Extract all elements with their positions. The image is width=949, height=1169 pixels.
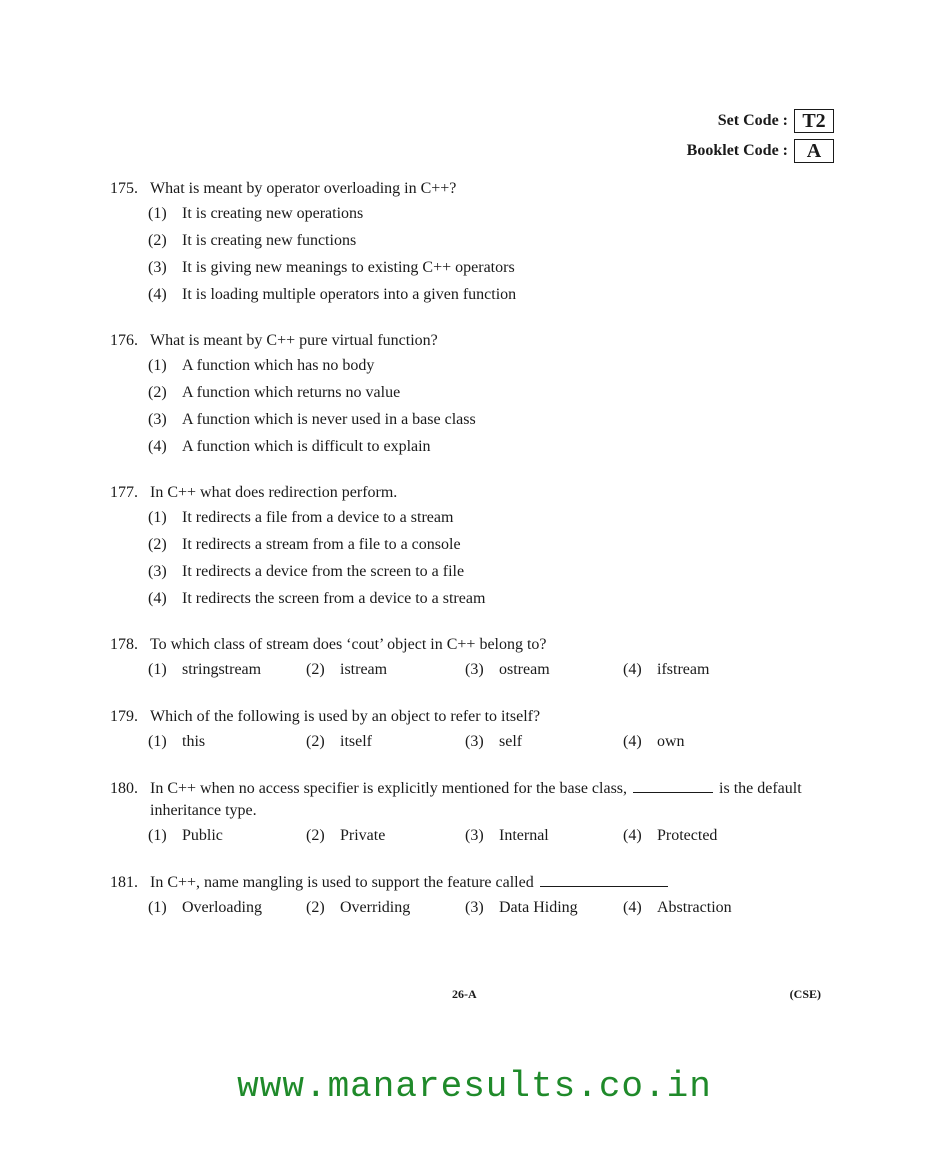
option	[110, 200, 840, 227]
question-175	[110, 178, 840, 308]
question-178	[110, 634, 840, 684]
option-text: Abstraction	[657, 899, 732, 916]
option-number: (4)	[623, 661, 642, 678]
option-number: (3)	[465, 827, 484, 844]
option-number: (2)	[306, 661, 325, 678]
department-label: (CSE)	[789, 987, 821, 1001]
question-number: 176.	[110, 332, 138, 349]
option	[148, 894, 306, 922]
option-number: (1)	[148, 827, 167, 844]
option	[465, 894, 623, 922]
question-number: 178.	[110, 636, 138, 653]
question-number: 180.	[110, 780, 138, 797]
option	[306, 728, 465, 756]
option-number: (2)	[306, 733, 325, 750]
option-number: (1)	[148, 661, 167, 678]
set-code-box: T2	[794, 109, 834, 133]
option	[148, 822, 306, 850]
option	[110, 504, 840, 531]
option-text: Protected	[657, 827, 718, 844]
option-number: (3)	[148, 563, 167, 580]
option	[110, 254, 840, 281]
option-text: Overloading	[182, 899, 262, 916]
question-text: What is meant by C++ pure virtual function?	[150, 332, 438, 349]
question-number: 177.	[110, 484, 138, 501]
option-number: (3)	[465, 661, 484, 678]
option-text: It is creating new functions	[182, 232, 357, 249]
option-text: A function which returns no value	[182, 384, 401, 401]
code-block	[687, 106, 834, 166]
set-code-label: Set Code :	[717, 112, 788, 129]
option-number: (4)	[148, 590, 167, 607]
question-text: What is meant by operator overloading in C++?	[150, 180, 457, 197]
option-number: (2)	[148, 536, 167, 553]
option	[465, 822, 623, 850]
page-number: 26-A	[452, 987, 477, 1001]
option-text: It redirects a device from the screen to a file	[182, 563, 465, 580]
option	[148, 656, 306, 684]
option	[148, 728, 306, 756]
option-number: (4)	[623, 733, 642, 750]
question-text: To which class of stream does ‘cout’ object in C++ belong to?	[150, 636, 547, 653]
option	[623, 822, 781, 850]
option-number: (4)	[623, 899, 642, 916]
booklet-code-label: Booklet Code :	[686, 142, 788, 159]
option	[306, 894, 465, 922]
option-text: It is giving new meanings to existing C++ operators	[182, 259, 515, 276]
question-text: In C++ what does redirection perform.	[150, 484, 398, 501]
option-number: (1)	[148, 357, 167, 374]
option	[623, 656, 781, 684]
option-text: ostream	[499, 661, 550, 678]
option-text: Private	[340, 827, 386, 844]
question-text-before-blank: In C++ when no access specifier is explicitly mentioned for the base class,	[150, 780, 628, 797]
option-number: (3)	[148, 411, 167, 428]
option-text: A function which has no body	[182, 357, 375, 374]
answer-blank	[633, 778, 713, 793]
option-number: (4)	[148, 286, 167, 303]
option	[110, 281, 840, 308]
option	[465, 728, 623, 756]
option-text: It redirects a file from a device to a stream	[182, 509, 454, 526]
option-number: (1)	[148, 509, 167, 526]
option-number: (3)	[465, 733, 484, 750]
option-text: this	[182, 733, 206, 750]
question-176	[110, 330, 840, 460]
answer-blank	[540, 872, 668, 887]
question-179	[110, 706, 840, 756]
option	[110, 406, 840, 433]
option-text: It redirects the screen from a device to a stream	[182, 590, 486, 607]
website-watermark: www.manaresults.co.in	[237, 1066, 712, 1107]
question-text-after-blank: is the default inheritance type.	[150, 780, 802, 819]
option	[465, 656, 623, 684]
option	[306, 822, 465, 850]
question-text	[150, 872, 840, 894]
option	[110, 531, 840, 558]
question-number: 179.	[110, 708, 138, 725]
option	[110, 352, 840, 379]
option-number: (2)	[148, 232, 167, 249]
question-181	[110, 872, 840, 922]
option	[306, 656, 465, 684]
option	[110, 585, 840, 612]
option-text: It is creating new operations	[182, 205, 364, 222]
set-code-row	[687, 106, 834, 136]
question-number: 175.	[110, 180, 138, 197]
question-number: 181.	[110, 874, 138, 891]
option-text: ifstream	[657, 661, 710, 678]
question-list	[110, 178, 840, 944]
option-text: stringstream	[182, 661, 262, 678]
option-text: Internal	[499, 827, 549, 844]
question-177	[110, 482, 840, 612]
option	[110, 433, 840, 460]
booklet-code-box: A	[794, 139, 834, 163]
option-number: (2)	[148, 384, 167, 401]
option-number: (1)	[148, 205, 167, 222]
option-number: (2)	[306, 899, 325, 916]
option-number: (4)	[623, 827, 642, 844]
booklet-code-row	[687, 136, 834, 166]
option-text: istream	[340, 661, 388, 678]
option-text: Public	[182, 827, 223, 844]
option	[623, 728, 781, 756]
option-number: (1)	[148, 899, 167, 916]
option-number: (1)	[148, 733, 167, 750]
option-number: (4)	[148, 438, 167, 455]
option-text: own	[657, 733, 685, 750]
option	[623, 894, 781, 922]
option-text: itself	[340, 733, 372, 750]
option	[110, 558, 840, 585]
option-text: A function which is never used in a base class	[182, 411, 476, 428]
option-text: self	[499, 733, 523, 750]
option-number: (3)	[148, 259, 167, 276]
question-text	[150, 778, 840, 822]
question-text-main: In C++, name mangling is used to support the feature called	[150, 874, 534, 891]
option	[110, 227, 840, 254]
option-text: Overriding	[340, 899, 411, 916]
option-text: It redirects a stream from a file to a console	[182, 536, 461, 553]
question-180	[110, 778, 840, 850]
question-text: Which of the following is used by an object to refer to itself?	[150, 708, 541, 725]
option-number: (2)	[306, 827, 325, 844]
option-text: A function which is difficult to explain	[182, 438, 431, 455]
option-number: (3)	[465, 899, 484, 916]
option-text: Data Hiding	[499, 899, 578, 916]
option-text: It is loading multiple operators into a given function	[182, 286, 517, 303]
option	[110, 379, 840, 406]
